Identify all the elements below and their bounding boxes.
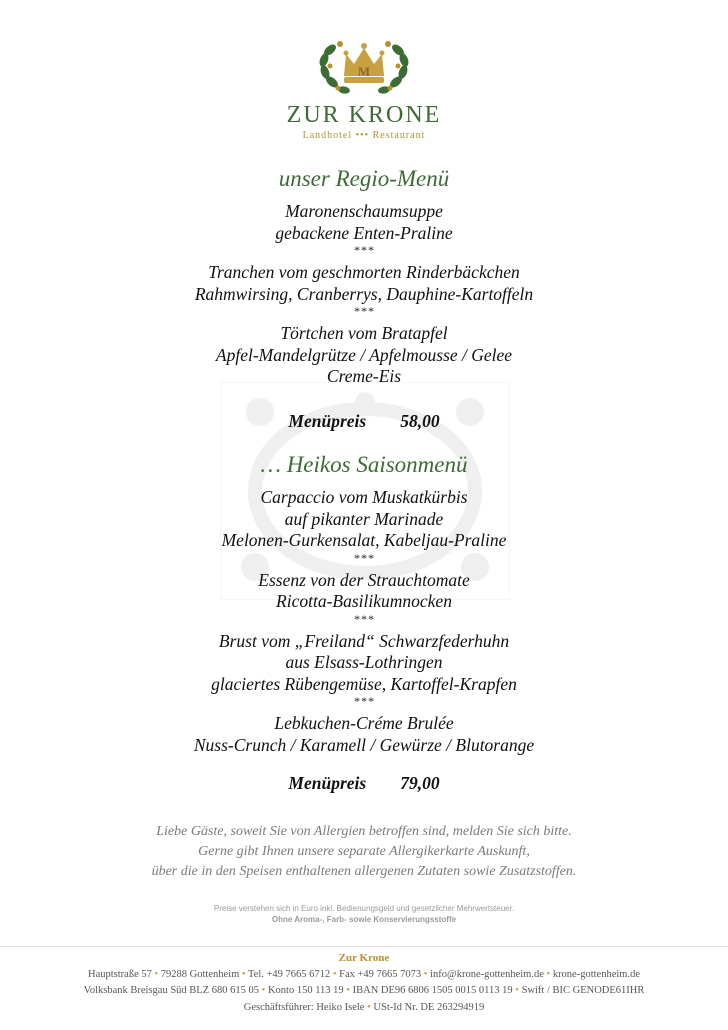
course-separator: *** (353, 304, 375, 318)
brand-subtitle: Landhotel ••• Restaurant (302, 130, 426, 141)
saison-menu (0, 451, 728, 756)
footer-bank-line: Volksbank Breisgau Süd BLZ 680 615 05 • Konto 150 113 19 • IBAN DE96 6806 1505 0015 0113 19 • Swift / BIC GENODE61IHR (83, 985, 645, 996)
bank-account: Konto 150 113 19 (267, 985, 344, 996)
managing-director: Geschäftsführer: Heiko Isele (243, 1001, 365, 1013)
allergy-notice (0, 822, 728, 882)
allergy-line: über die in den Speisen enthaltenen allergenen Zutaten sowie Zusatzstoffen. (151, 864, 577, 879)
menu-line: Brust vom „Freiland“ Schwarzfederhuhn (218, 630, 510, 651)
additives-note: Ohne Aroma-, Farb- sowie Konservierungsstoffe (271, 915, 457, 924)
menu-line: Essenz von der Strauchtomate (258, 569, 470, 590)
menu-line: gebackene Enten-Praline (275, 222, 453, 243)
address-street: Hauptstraße 57 (88, 968, 152, 980)
menu-line: Nuss-Crunch / Karamell / Gewürze / Blutorange (193, 734, 535, 755)
bank-bic: Swift / BIC GENODE61IHR (521, 985, 645, 996)
course-separator: *** (353, 611, 375, 626)
menu-line: auf pikanter Marinade (284, 508, 444, 529)
menu-line: Rahmwirsing, Cranberrys, Dauphine-Kartoffeln (194, 283, 534, 304)
menu-line: Ricotta-Basilikumnocken (276, 591, 452, 611)
price-label: Menüpreis (288, 773, 367, 793)
menu-line: Apfel-Mandelgrütze / Apfelmousse / Gelee (215, 344, 513, 365)
address-city: 79288 Gottenheim (160, 968, 240, 980)
svg-text:M: M (357, 64, 371, 79)
menu-line: Lebkuchen-Créme Brulée (274, 713, 454, 733)
price-note-line: Preise verstehen sich in Euro inkl. Bedienungsgeld und gesetzlicher Mehrwertsteuer. (213, 904, 515, 913)
course-separator: *** (353, 550, 375, 565)
menu-line: glaciertes Rübengemüse, Kartoffel-Krapfen (211, 673, 517, 694)
regio-price-row (0, 411, 728, 432)
saison-price-row (0, 773, 728, 794)
footer-address-line: Hauptstraße 57 • 79288 Gottenheim • Tel. +49 7665 6712 • Fax +49 7665 7073 • info@krone-gottenheim.de • krone-gottenheim.de (88, 968, 640, 980)
saison-heading: … Heikos Saisonmenü (260, 452, 468, 477)
allergy-line: Liebe Gäste, soweit Sie von Allergien betroffen sind, melden Sie sich bitte. (156, 824, 572, 839)
phone: Tel. +49 7665 6712 (248, 968, 331, 980)
bank-blz: Volksbank Breisgau Süd BLZ 680 615 05 (83, 985, 259, 996)
price-value: 79,00 (400, 773, 440, 793)
email-link[interactable]: info@krone-gottenheim.de (430, 968, 544, 980)
menu-line: Carpaccio vom Muskatkürbis (260, 487, 468, 507)
bank-iban: IBAN DE96 6806 1505 0015 0113 19 (352, 985, 513, 996)
price-value: 58,00 (400, 411, 440, 431)
footer-divider (0, 946, 728, 947)
menu-line: Creme-Eis (326, 366, 402, 386)
regio-menu (0, 165, 728, 388)
menu-line: Melonen-Gurkensalat, Kabeljau-Praline (221, 530, 507, 550)
footer (0, 950, 728, 1016)
menu-line: Maronenschaumsuppe (285, 201, 443, 221)
allergy-line: Gerne gibt Ihnen unsere separate Allergikerkarte Auskunft, (198, 844, 530, 859)
brand-name: ZUR KRONE (286, 102, 442, 128)
menu-line: Tranchen vom geschmorten Rinderbäckchen (208, 262, 520, 282)
price-label: Menüpreis (288, 411, 367, 431)
vat-id: USt-Id Nr. DE 263294919 (373, 1001, 485, 1013)
website-link[interactable]: krone-gottenheim.de (552, 968, 640, 980)
crown-icon (300, 32, 428, 102)
course-separator: *** (353, 243, 375, 257)
menu-line: Törtchen vom Bratapfel (280, 323, 448, 343)
fax: Fax +49 7665 7073 (339, 968, 422, 980)
menu-line: aus Elsass-Lothringen (285, 652, 443, 672)
footer-legal-line: Geschäftsführer: Heiko Isele • USt-Id Nr. DE 263294919 (243, 1001, 485, 1013)
regio-heading: unser Regio-Menü (278, 166, 450, 191)
course-separator: *** (353, 694, 375, 708)
price-note (0, 903, 728, 925)
footer-name: Zur Krone (338, 952, 390, 964)
